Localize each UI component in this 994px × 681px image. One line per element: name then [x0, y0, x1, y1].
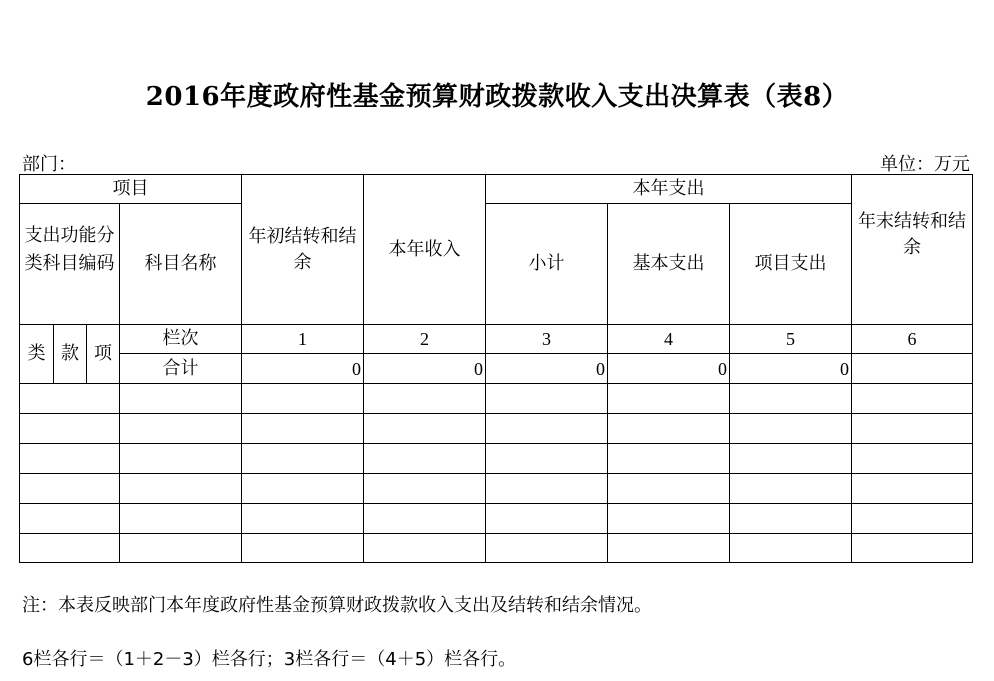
table-row — [20, 444, 973, 474]
header-project-expenditure: 项目支出 — [730, 204, 852, 325]
table-row — [20, 414, 973, 444]
header-xiang: 项 — [87, 325, 120, 384]
total-value — [852, 354, 973, 384]
note-line-1: 注：本表反映部门本年度政府性基金预算财政拨款收入支出及结转和结余情况。 — [22, 595, 652, 616]
total-label: 合计 — [120, 354, 242, 384]
total-value: 0 — [730, 354, 852, 384]
budget-table — [19, 174, 973, 563]
unit-label: 单位：万元 — [880, 154, 970, 175]
column-index: 1 — [242, 325, 364, 354]
header-opening-balance: 年初结转和结余 — [242, 175, 364, 325]
header-basic: 基本支出 — [608, 204, 730, 325]
total-value: 0 — [364, 354, 486, 384]
header-subtotal: 小计 — [486, 204, 608, 325]
header-expenditure: 本年支出 — [486, 175, 852, 204]
header-project: 项目 — [20, 175, 242, 204]
header-func-code: 支出功能分类科目编码 — [20, 204, 120, 325]
table-row — [20, 384, 973, 414]
column-index: 6 — [852, 325, 973, 354]
total-value: 0 — [486, 354, 608, 384]
table-row — [20, 474, 973, 504]
total-value: 0 — [242, 354, 364, 384]
column-index: 4 — [608, 325, 730, 354]
column-index-label: 栏次 — [120, 325, 242, 354]
header-income: 本年收入 — [364, 175, 486, 325]
column-index: 5 — [730, 325, 852, 354]
table-row — [20, 534, 973, 563]
header-lei: 类 — [20, 325, 54, 384]
department-label: 部门： — [22, 154, 76, 175]
total-value: 0 — [608, 354, 730, 384]
page-title: 2016年度政府性基金预算财政拨款收入支出决算表（表8） — [145, 82, 849, 112]
column-index: 2 — [364, 325, 486, 354]
header-closing-balance: 年末结转和结余 — [852, 175, 973, 325]
header-kuan: 款 — [54, 325, 87, 384]
note-line-2: 6栏各行＝（1＋2－3）栏各行；3栏各行＝（4＋5）栏各行。 — [22, 649, 517, 670]
column-index: 3 — [486, 325, 608, 354]
table-row — [20, 504, 973, 534]
header-subject-name: 科目名称 — [120, 204, 242, 325]
